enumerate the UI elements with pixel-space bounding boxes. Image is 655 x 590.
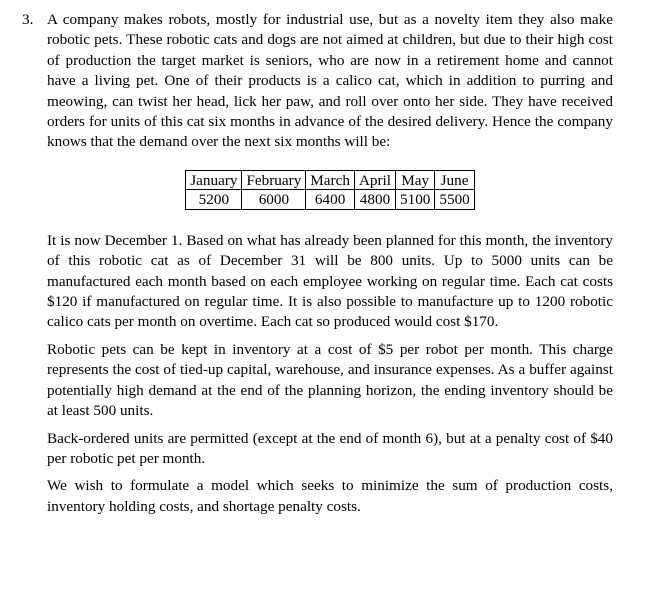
- month-header: April: [354, 170, 395, 189]
- month-header: June: [435, 170, 474, 189]
- demand-table-wrapper: [47, 170, 613, 210]
- demand-value: 5200: [186, 189, 242, 209]
- month-header: February: [242, 170, 306, 189]
- problem-number: 3.: [22, 11, 34, 28]
- demand-table-values-row: [186, 189, 475, 209]
- demand-value: 4800: [354, 189, 395, 209]
- month-header: May: [396, 170, 435, 189]
- demand-table-header-row: [186, 170, 475, 189]
- inventory-paragraph: Robotic pets can be kept in inventory at a cost of $5 per robot per month. This charge represents the cost of tied-up capital, warehouse, and insurance expenses. As a buffer against potentially high demand at the end of the planning horizon, the ending inventory should be at least 500 units.: [47, 340, 613, 420]
- demand-value: 6000: [242, 189, 306, 209]
- demand-value: 5500: [435, 189, 474, 209]
- production-paragraph: It is now December 1. Based on what has already been planned for this month, the inventory of this robotic cat as of December 31 will be 800 units. Up to 5000 units can be manufactured each month based on each employee working on regular time. Each cat costs $120 if manufactured on regular time. It is also possible to manufacture up to 1200 robotic calico cats per month on overtime. Each cat so produced would cost $170.: [47, 231, 613, 331]
- problem-body: [47, 10, 613, 517]
- demand-value: 6400: [306, 189, 355, 209]
- backorder-paragraph: Back-ordered units are permitted (except at the end of month 6), but at a penalty cost of $40 per robotic pet per month.: [47, 429, 613, 467]
- demand-value: 5100: [396, 189, 435, 209]
- month-header: January: [186, 170, 242, 189]
- demand-table: [185, 170, 475, 210]
- objective-paragraph: We wish to formulate a model which seeks to minimize the sum of production costs, inventory holding costs, and shortage penalty costs.: [47, 477, 613, 515]
- intro-paragraph: A company makes robots, mostly for industrial use, but as a novelty item they also make robotic pets. These robotic cats and dogs are not aimed at children, but due to their high cost of production the target market is seniors, who are now in a retirement home and cannot have a living pet. One of their products is a calico cat, which in addition to purring and meowing, can twist her head, lick her paw, and roll over onto her side. They have received orders for units of this cat six months in advance of the desired delivery. Hence the company knows that the demand over the next six months will be:: [47, 11, 613, 151]
- month-header: March: [306, 170, 355, 189]
